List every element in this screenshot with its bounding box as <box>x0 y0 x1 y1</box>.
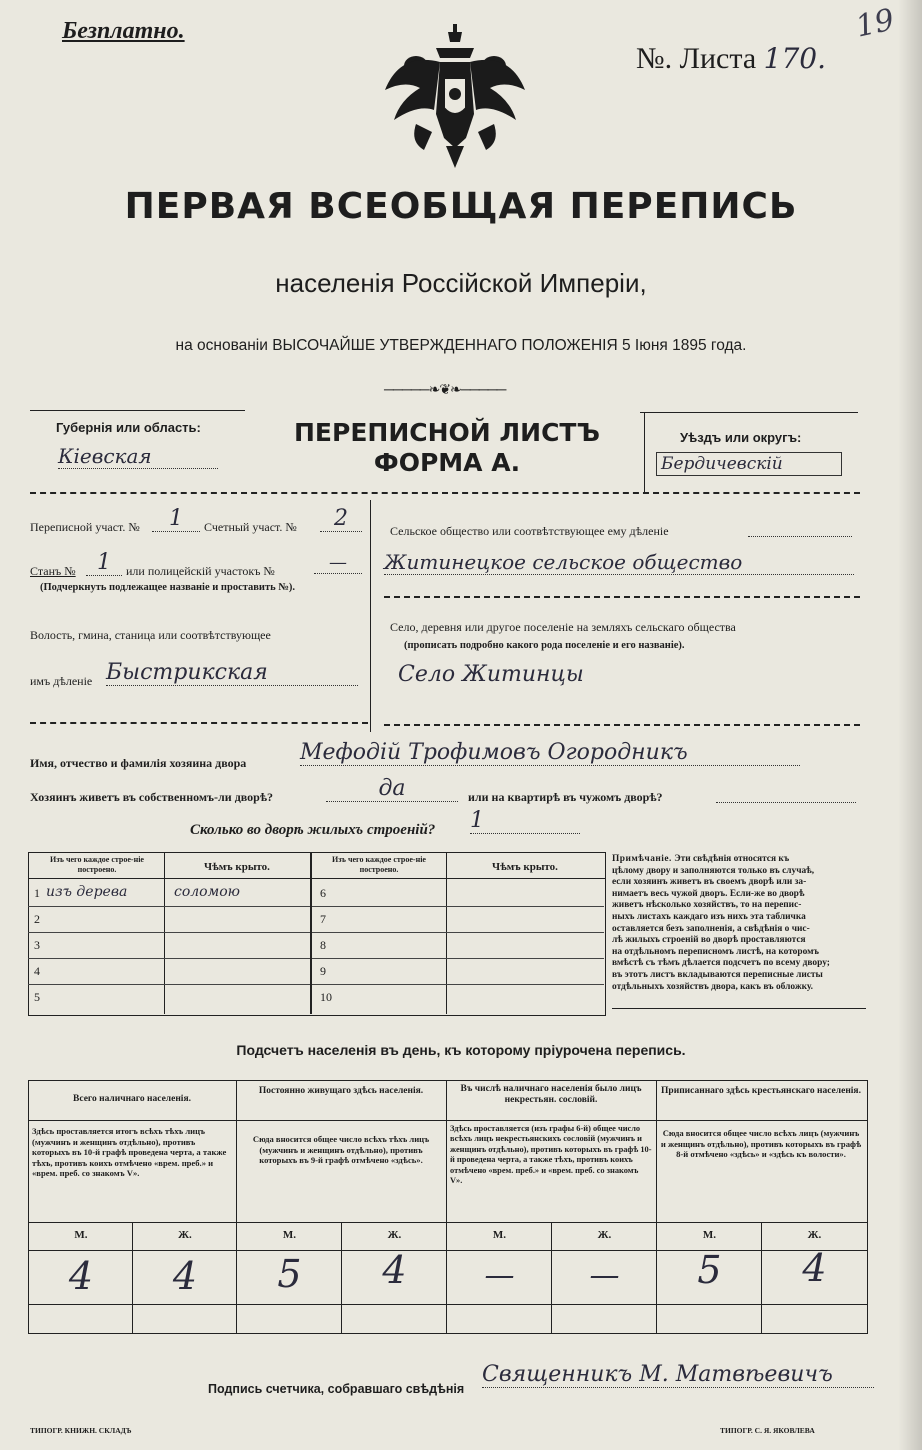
divider <box>644 412 645 492</box>
volost-value: Быстрикская <box>106 660 358 686</box>
table-row <box>28 906 310 933</box>
note-line: ныхъ листахъ каждаго изъ нихъ эта табличка <box>612 911 806 922</box>
divider <box>761 1222 762 1334</box>
note-line: живетъ нѣсколько хозяйствъ, то на перепис- <box>612 900 802 911</box>
row-material: изъ дерева <box>46 884 128 900</box>
double-headed-eagle-icon <box>380 22 530 172</box>
pop-f-value: — <box>589 1258 620 1293</box>
legal-basis: на основаніи ВЫСОЧАЙШЕ УТВЕРЖДЕННАГО ПОЛОЖЕНІЯ 5 Іюня 1895 года. <box>175 337 747 354</box>
divider <box>236 1080 237 1334</box>
note-line: цѣлому двору и заполняются только въ случаѣ, <box>612 865 815 876</box>
ornament-divider: ─────❧❦❧───── <box>384 383 506 398</box>
own-yard-value: да <box>326 776 458 802</box>
pop-f-value: 4 <box>802 1246 827 1290</box>
row-number: 1 <box>34 886 40 900</box>
row-number: 8 <box>320 938 326 952</box>
divider <box>551 1222 552 1334</box>
divider <box>30 410 245 411</box>
volost-label-2: имъ дѣленіе <box>30 674 93 688</box>
right-imprint: ТИПОГР. С. Я. ЯКОВЛЕВА <box>720 1426 815 1435</box>
divider <box>640 412 858 413</box>
divider <box>446 1080 447 1334</box>
guberniya-label: Губернія или область: <box>56 420 201 435</box>
rented-label: или на квартирѣ въ чужомъ дворѣ? <box>468 790 663 804</box>
row-number: 2 <box>34 912 40 926</box>
pop-m-value: — <box>484 1258 515 1293</box>
rented-value <box>716 786 856 803</box>
pop-group-desc: Сюда вносится общее число всѣхъ лицъ (мужчинъ и женщинъ отдѣльно), противъ которыхъ въ графѣ 8-й отмѣчено «здѣсь» и «здѣсь къ волости». <box>660 1128 862 1160</box>
pop-f-label: Ж. <box>387 1229 402 1241</box>
row-number: 4 <box>34 964 40 978</box>
note-line: нимаетъ весь чужой дворъ. Если-же во дворѣ <box>612 888 805 899</box>
police-label: или полицейскій участокъ № <box>126 564 275 578</box>
divider <box>132 1222 133 1334</box>
form-title: ПЕРЕПИСНОЙ ЛИСТЪ <box>294 418 600 447</box>
pop-group-desc: Здѣсь проставляется (изъ графы 6-й) общее число всѣхъ лицъ некрестьянскихъ сословій (мужчинъ и женщинъ отдѣльно), противъ которыхъ въ графѣ 10-й проведена черта, а также тѣхъ, противъ коихъ отмѣчено «врем. преб.» и «врем. преб. со знакомъ V». <box>450 1124 652 1186</box>
page-title: ПЕРВАЯ ВСЕОБЩАЯ ПЕРЕПИСЬ <box>124 186 798 227</box>
village-value: Село Житинцы <box>398 662 584 687</box>
owner-name-label: Имя, отчество и фамилія хозяина двора <box>30 756 247 770</box>
note <box>612 854 866 993</box>
note-line: оставляется безъ заполненія, а свѣдѣнія о чис- <box>612 923 810 934</box>
page-edge-shadow <box>898 0 922 1450</box>
note-title: Примѣчаніе. <box>612 854 672 864</box>
row-number: 3 <box>34 938 40 952</box>
divider <box>384 596 860 598</box>
count-section-value: 2 <box>320 506 362 532</box>
count-section-label: Счетный участ. № <box>204 520 297 534</box>
buildings-label: Сколько во дворѣ жилыхъ строеній? <box>190 822 436 838</box>
table-row <box>312 906 604 933</box>
corner-number: 19 <box>852 2 898 45</box>
row-number: 9 <box>320 964 326 978</box>
village-label: Село, деревня или другое поселеніе на земляхъ сельскаго общества <box>390 620 736 634</box>
signature-value: Священникъ М. Матвѣевичъ <box>482 1362 874 1388</box>
census-section-value: 1 <box>152 506 200 532</box>
sheet-number-label: №. Листа <box>636 42 757 75</box>
note-line: отдѣльныхъ хозяйствъ двора, какъ въ обложку. <box>612 981 813 992</box>
census-section-label: Переписной участ. № <box>30 520 140 534</box>
stan-value: 1 <box>86 550 122 576</box>
divider <box>28 1304 868 1305</box>
uezd-value: Бердичевскій <box>656 452 842 476</box>
sheet-number-value: 170. <box>763 42 826 75</box>
village-hint: (прописать подробно какого рода поселеніе и его названіе). <box>404 640 685 651</box>
row-number: 5 <box>34 990 40 1004</box>
row-number: 10 <box>320 990 332 1004</box>
hint-text: (Подчеркнуть подлежащее названіе и проставить №). <box>40 582 295 593</box>
pop-m-value: 4 <box>68 1254 94 1298</box>
divider <box>370 500 371 732</box>
note-line: если хозяинъ живетъ въ своемъ дворѣ или за- <box>612 877 807 888</box>
table-row <box>28 932 310 959</box>
uezd-label: Уѣздъ или округъ: <box>680 430 802 445</box>
pop-m-label: М. <box>74 1229 88 1241</box>
pop-f-label: Ж. <box>807 1229 822 1241</box>
note-line: лѣ жилыхъ строеній во дворѣ проставляются <box>612 935 806 946</box>
note-line: на отдѣльномъ переписномъ листѣ, на которомъ <box>612 946 819 957</box>
divider <box>612 1008 866 1009</box>
population-title: Подсчетъ населенія въ день, къ которому пріурочена перепись. <box>236 1042 686 1058</box>
pop-f-label: Ж. <box>597 1229 612 1241</box>
table-row <box>312 880 604 907</box>
society-label: Сельское общество или соотвѣтствующее ему дѣленіе <box>390 524 669 538</box>
col-material-header: Изъ чего каждое строе-ніе построено. <box>50 855 144 874</box>
pop-f-label: Ж. <box>178 1229 192 1241</box>
pop-m-value: 5 <box>277 1252 302 1296</box>
pop-group-header: Приписаннаго здѣсь крестьянскаго населенія. <box>661 1086 861 1096</box>
note-line: Эти свѣдѣнія относятся къ <box>674 854 790 864</box>
left-imprint: ТИПОГР. КНИЖН. СКЛАДЪ <box>30 1426 132 1435</box>
divider <box>28 1222 868 1223</box>
sheet-number <box>636 42 826 76</box>
col-roof-header-2: Чѣмъ крыто. <box>492 861 558 873</box>
police-value: — <box>314 552 362 574</box>
owner-name-value: Мефодій Трофимовъ Огородникъ <box>300 740 800 766</box>
signature-label: Подпись счетчика, собравшаго свѣдѣнія <box>208 1382 465 1396</box>
society-value: Житинецкое сельское общество <box>384 550 854 575</box>
table-row <box>312 958 604 985</box>
col-roof-header: Чѣмъ крыто. <box>204 861 270 873</box>
pop-group-desc: Здѣсь проставляется итогъ всѣхъ тѣхъ лицъ (мужчинъ и женщинъ отдѣльно), противъ которыхъ въ 10-й графѣ проведена черта, а также тѣхъ, противъ коихъ отмѣчено «врем. преб.» и «врем. преб. со знакомъ V». <box>32 1126 227 1179</box>
row-roof: соломою <box>174 884 240 900</box>
pop-f-value: 4 <box>382 1248 407 1292</box>
note-line: вмѣстѣ съ тѣмъ дѣлается подсчетъ по всему двору; <box>612 958 830 969</box>
pop-group-desc: Сюда вносится общее число всѣхъ тѣхъ лицъ (мужчинъ и женщинъ отдѣльно), противъ которыхъ въ 9-й графѣ отмѣчено «здѣсь». <box>252 1134 430 1166</box>
divider <box>28 878 606 879</box>
row-number: 6 <box>320 886 326 900</box>
col-material-header-2: Изъ чего каждое строе-ніе построено. <box>332 855 426 874</box>
divider <box>384 724 860 726</box>
pop-group-header: Въ числѣ наличнаго населенія было лицъ некрестьян. сословій. <box>460 1084 642 1105</box>
pop-group-header: Постоянно живущаго здѣсь населенія. <box>258 1086 424 1096</box>
form-name: ФОРМА А. <box>373 448 521 477</box>
table-row <box>28 958 310 985</box>
divider <box>30 492 860 494</box>
pop-m-label: М. <box>492 1229 507 1241</box>
pop-f-value: 4 <box>172 1254 198 1298</box>
divider <box>656 1080 657 1334</box>
pop-m-label: М. <box>702 1229 717 1241</box>
stan-label: Станъ № <box>30 564 76 578</box>
note-line: въ этотъ листъ вкладываются переписные листы <box>612 969 823 980</box>
buildings-value: 1 <box>470 808 580 834</box>
guberniya-value: Кіевская <box>58 444 218 469</box>
volost-label: Волость, гмина, станица или соотвѣтствующее <box>30 628 271 642</box>
pop-m-label: М. <box>282 1229 297 1241</box>
table-row <box>28 984 310 1010</box>
free-label: Безплатно. <box>62 18 185 44</box>
row-number: 7 <box>320 912 326 926</box>
table-row <box>28 880 310 907</box>
divider <box>748 536 852 537</box>
table-row <box>312 932 604 959</box>
page-subtitle: населенія Россійской Имперіи, <box>275 268 647 298</box>
own-yard-label: Хозяинъ живетъ въ собственномъ-ли дворѣ? <box>30 790 274 804</box>
divider <box>28 1120 868 1121</box>
pop-m-value: 5 <box>697 1248 722 1292</box>
divider <box>341 1222 342 1334</box>
divider <box>30 722 368 724</box>
table-row <box>312 984 604 1010</box>
pop-group-header: Всего наличнаго населенія. <box>73 1094 191 1104</box>
